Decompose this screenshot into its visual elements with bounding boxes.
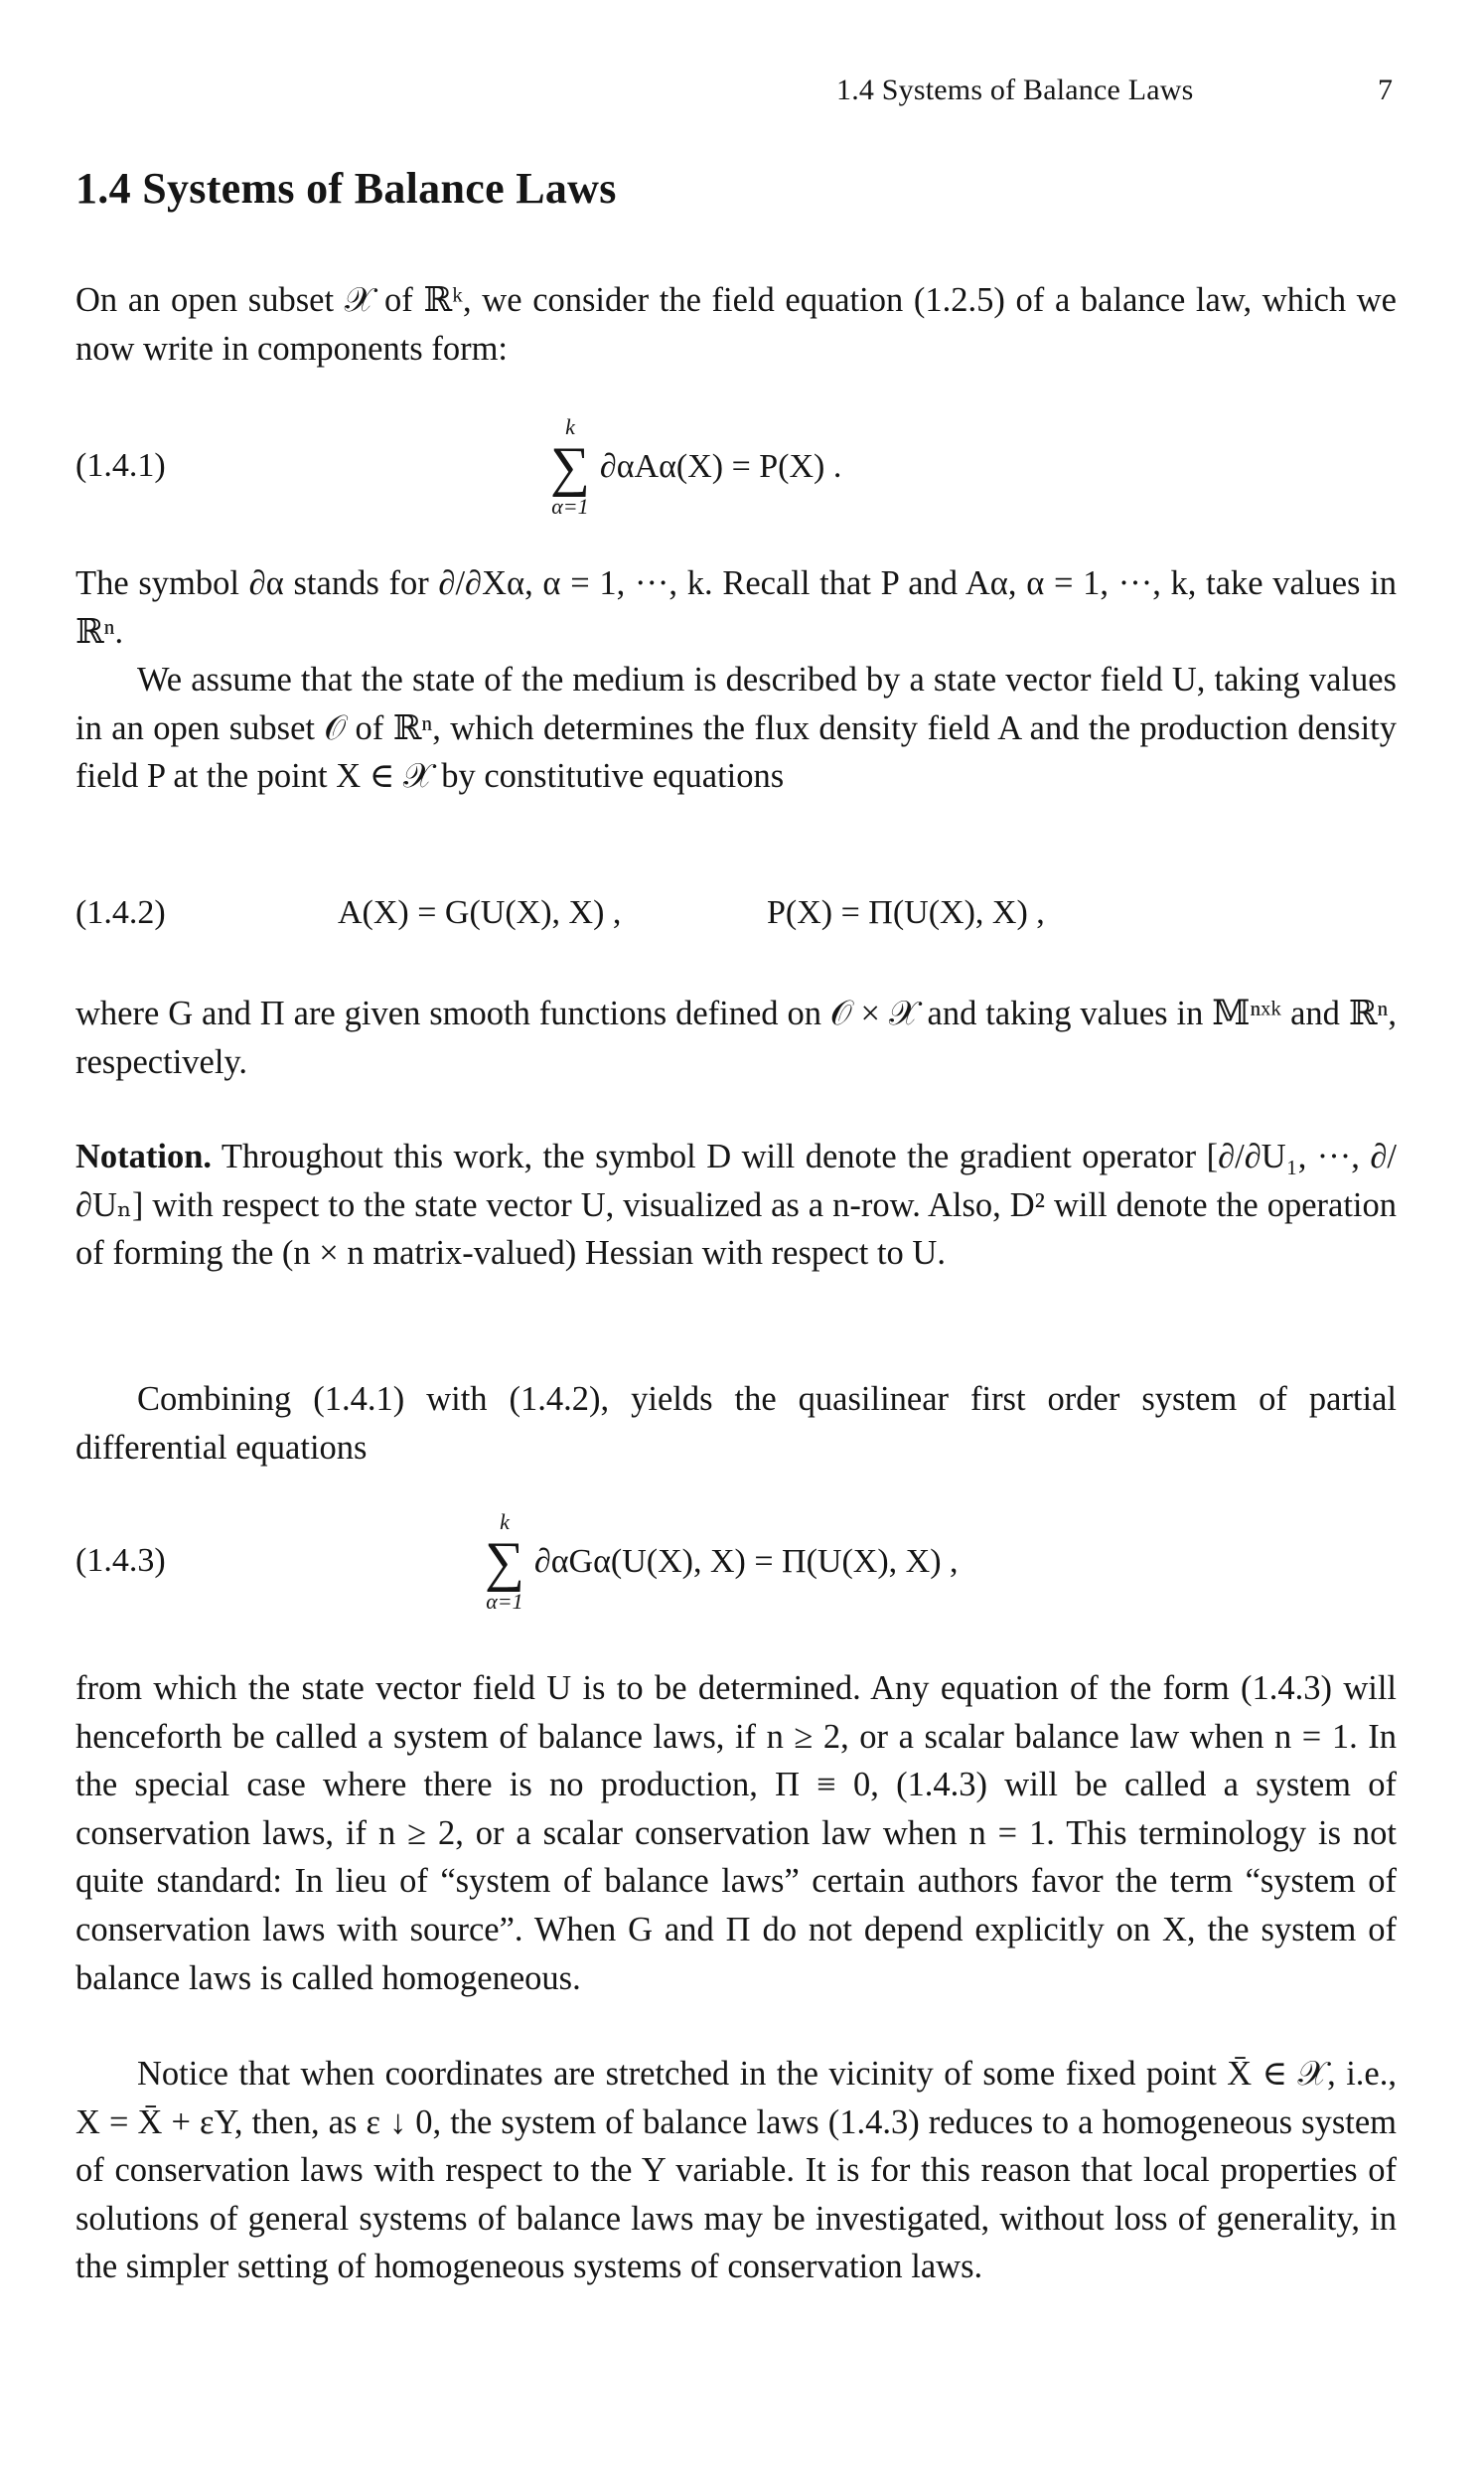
paragraph-smooth-functions: where G and Π are given smooth functions defined on 𝒪 × 𝒳 and taking values in 𝕄ⁿˣᵏ and ℝⁿ, respectively. [75,995,1397,1081]
paragraph-symbol: The symbol ∂α stands for ∂/∂Xα, α = 1, ···, k. Recall that P and Aα, α = 1, ···, k, take values in ℝⁿ. [75,564,1397,651]
paragraph-intro: On an open subset 𝒳 of ℝᵏ, we consider the field equation (1.2.5) of a balance law, which we now write in components form: [75,281,1397,368]
equation-1-4-1 [75,407,1397,527]
equation-number: (1.4.3) [75,1542,166,1579]
equation-1-4-2 [75,874,1397,954]
running-head [836,74,1393,107]
sum-upper-limit: k [565,414,575,439]
summation: k ∑ α=1 [550,414,590,519]
equation-number: (1.4.1) [75,447,166,484]
equation-body-a: A(X) = G(U(X), X) , [338,894,622,931]
paragraph-combining: Combining (1.4.1) with (1.4.2), yields the quasilinear first order system of partial differential equations [75,1380,1397,1467]
summation: k ∑ α=1 [485,1509,524,1614]
equation-body: ∂αGα(U(X), X) = Π(U(X), X) , [533,1543,959,1580]
sum-upper-limit: k [500,1509,510,1534]
paragraph-system-definition: from which the state vector field U is to be determined. Any equation of the form (1.4.3) will henceforth be called a system of balance laws, if n ≥ 2, or a scalar balance law when n = 1. In the special case where there is no production, Π ≡ 0, (1.4.3) will be called a system of conservation laws, if n ≥ 2, or a scalar conservation law when n = 1. This terminology is not quite standard: In lieu of “system of balance laws” certain authors favor the term “system of conservation laws with source”. When G and Π do not depend explicitly on X, the system of balance laws is called homogeneous. [75,1669,1397,1997]
paragraph-notation [75,1133,1397,1278]
equation-body: ∂αAα(X) = P(X) . [599,448,842,485]
page-number: 7 [1378,74,1393,106]
paragraph-state-vector: We assume that the state of the medium is described by a state vector field U, taking values in an open subset 𝒪 of ℝⁿ, which determines the flux density field A and the production density field P at the point X ∈ 𝒳 by constitutive equations [75,661,1397,796]
equation-number: (1.4.2) [75,894,166,931]
sum-lower-limit: α=1 [486,1589,523,1614]
section-title: 1.4 Systems of Balance Laws [75,164,617,213]
notation-text: Throughout this work, the symbol D will denote the gradient operator [∂/∂U₁, ···, ∂/∂Uₙ] with respect to the state vector U, visualized as a n-row. Also, D² will denote the operation of forming the (n × n matrix-valued) Hessian with respect to U. [75,1138,1397,1273]
notation-label: Notation. [75,1138,213,1175]
sum-lower-limit: α=1 [551,494,589,519]
equation-body-b: P(X) = Π(U(X), X) , [767,894,1045,931]
equation-1-4-3 [75,1502,1397,1622]
paragraph-stretching: Notice that when coordinates are stretched in the vicinity of some fixed point X̄ ∈ 𝒳, i.e., X = X̄ + εY, then, as ε ↓ 0, the system of balance laws (1.4.3) reduces to a homogeneous system of conservation laws with respect to the Y variable. It is for this reason that local properties of solutions of general systems of balance laws may be investigated, without loss of generality, in the simpler setting of homogeneous systems of conservation laws. [75,2055,1397,2286]
running-title: 1.4 Systems of Balance Laws [836,74,1194,106]
